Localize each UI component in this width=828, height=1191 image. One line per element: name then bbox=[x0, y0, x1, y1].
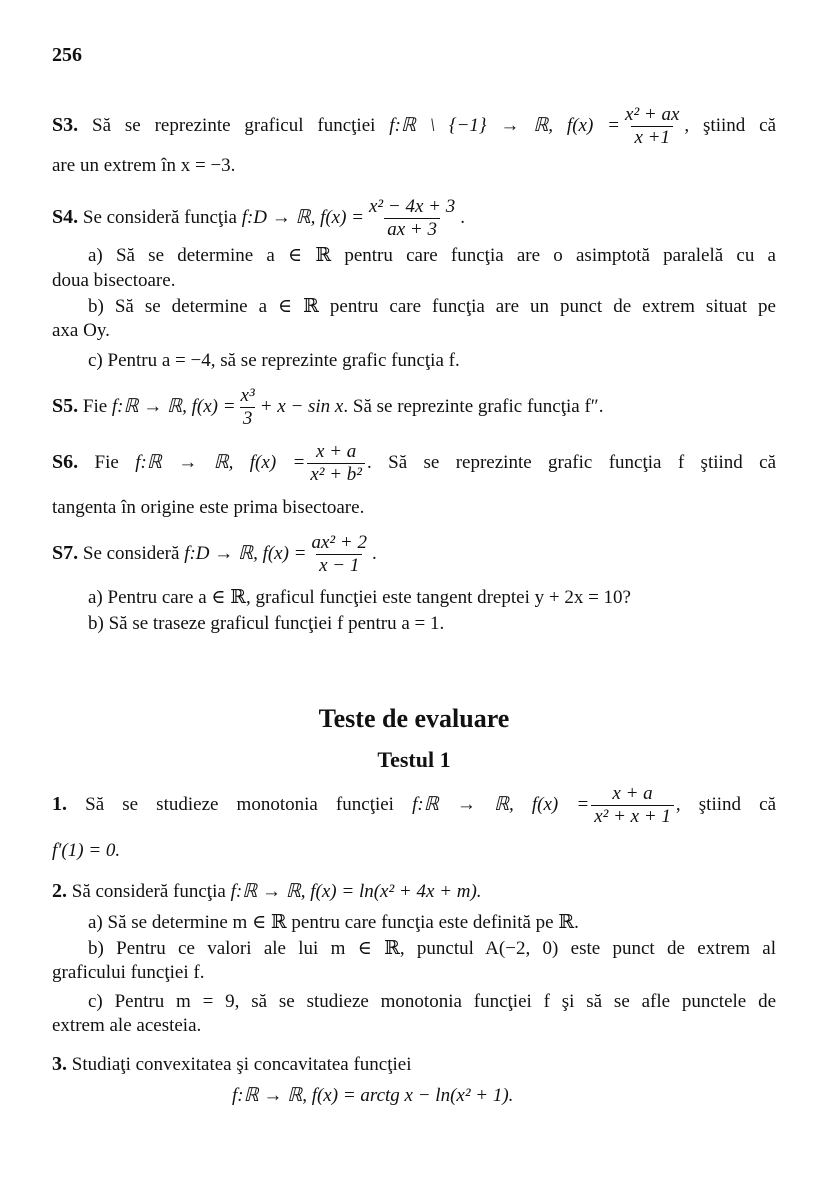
numerator: x² + ax bbox=[625, 104, 680, 126]
denominator: x − 1 bbox=[316, 554, 362, 577]
text-line: a) Pentru care a ∈ ℝ, graficul funcţiei este tangent dreptei y + 2x = 10? bbox=[88, 587, 631, 608]
text: Să se reprezinte graficul funcţiei bbox=[92, 115, 390, 136]
label: 1. bbox=[52, 793, 67, 815]
text-line: graficului funcţiei f. bbox=[52, 962, 205, 983]
label: 3. bbox=[52, 1053, 67, 1075]
text: Fie bbox=[78, 396, 112, 417]
exercise-s5 bbox=[52, 385, 776, 430]
text: Să se studieze monotonia funcţiei bbox=[85, 794, 413, 815]
text-line: extrem ale acesteia. bbox=[52, 1015, 202, 1036]
text-line: a) Să se determine m ∈ ℝ pentru care funcţia este definită pe ℝ. bbox=[88, 912, 579, 933]
text-line: axa Oy. bbox=[52, 320, 110, 341]
denominator: x +1 bbox=[631, 126, 673, 149]
fraction bbox=[238, 385, 258, 430]
text: Se consideră bbox=[82, 543, 185, 564]
label: S4. bbox=[52, 206, 79, 228]
denominator: 3 bbox=[240, 407, 256, 430]
denominator: ax + 3 bbox=[384, 218, 440, 241]
text: , ştiind că bbox=[675, 794, 777, 815]
math: f:ℝ \ {−1} → ℝ, f(x) = bbox=[389, 115, 621, 136]
label: S7. bbox=[52, 542, 79, 564]
numerator: x³ bbox=[240, 385, 255, 407]
text-line: b) Pentru ce valori ale lui m ∈ ℝ, punctul A(−2, 0) este punct de extrem al bbox=[88, 938, 776, 959]
text: , ştiind că bbox=[684, 115, 777, 136]
text-line: b) Să se traseze graficul funcţiei f pentru a = 1. bbox=[88, 613, 445, 634]
text-line: c) Pentru m = 9, să se studieze monotonia funcţiei f şi să se afle punctele de bbox=[88, 991, 776, 1012]
math: f:ℝ → ℝ, f(x) = ln(x² + 4x + m). bbox=[230, 881, 482, 902]
text: Studiaţi convexitatea şi concavitatea funcţiei bbox=[71, 1054, 412, 1075]
math: f:ℝ → ℝ, f(x) = bbox=[111, 396, 236, 417]
label: S3. bbox=[52, 114, 79, 136]
problem-1 bbox=[52, 783, 777, 828]
label: 2. bbox=[52, 880, 67, 902]
problem-3 bbox=[52, 1053, 776, 1075]
text: . bbox=[460, 207, 465, 228]
math: f:ℝ → ℝ, f(x) = bbox=[412, 794, 590, 815]
fraction bbox=[366, 196, 458, 241]
exercise-s4 bbox=[52, 196, 776, 241]
text-line: c) Pentru a = −4, să se reprezinte grafic funcţia f. bbox=[88, 350, 460, 371]
formula: f:ℝ → ℝ, f(x) = arctg x − ln(x² + 1). bbox=[232, 1085, 514, 1106]
text: Să consideră funcţia bbox=[71, 881, 231, 902]
text: . Să se reprezinte grafic funcţia f″. bbox=[343, 396, 604, 417]
text-line: a) Să se determine a ∈ ℝ pentru care funcţia are o asimptotă paralelă cu a bbox=[88, 245, 776, 266]
numerator: x² − 4x + 3 bbox=[369, 196, 456, 218]
page-number: 256 bbox=[52, 44, 82, 66]
math: f:D → ℝ, f(x) = bbox=[241, 207, 364, 228]
text: . Să se reprezinte grafic funcţia f ştiind că bbox=[367, 452, 777, 473]
fraction bbox=[309, 532, 370, 577]
text: Se consideră funcţia bbox=[82, 207, 242, 228]
exercise-s6 bbox=[52, 441, 777, 486]
text-line: are un extrem în x = −3. bbox=[52, 155, 236, 176]
section-title: Teste de evaluare bbox=[318, 704, 510, 733]
exercise-s3 bbox=[52, 104, 777, 149]
text: Fie bbox=[94, 452, 136, 473]
numerator: ax² + 2 bbox=[311, 532, 367, 554]
label: S6. bbox=[52, 451, 79, 473]
text-line: b) Să se determine a ∈ ℝ pentru care funcţia are un punct de extrem situat pe bbox=[88, 296, 776, 317]
math: + x − sin x bbox=[259, 396, 344, 417]
math: f:ℝ → ℝ, f(x) = bbox=[135, 452, 306, 473]
exercise-s7 bbox=[52, 532, 776, 577]
test-title: Testul 1 bbox=[377, 747, 451, 772]
text-line: f′(1) = 0. bbox=[52, 840, 121, 861]
fraction bbox=[591, 783, 674, 828]
fraction bbox=[622, 104, 682, 149]
text-line: doua bisectoare. bbox=[52, 270, 176, 291]
label: S5. bbox=[52, 395, 79, 417]
text: . bbox=[371, 543, 377, 564]
fraction bbox=[307, 441, 365, 486]
denominator: x² + b² bbox=[307, 463, 365, 486]
problem-2 bbox=[52, 880, 776, 902]
numerator: x + a bbox=[612, 783, 653, 805]
text-line: tangenta în origine este prima bisectoare. bbox=[52, 497, 365, 518]
numerator: x + a bbox=[316, 441, 357, 463]
math: f:D → ℝ, f(x) = bbox=[184, 543, 307, 564]
denominator: x² + x + 1 bbox=[591, 805, 674, 828]
